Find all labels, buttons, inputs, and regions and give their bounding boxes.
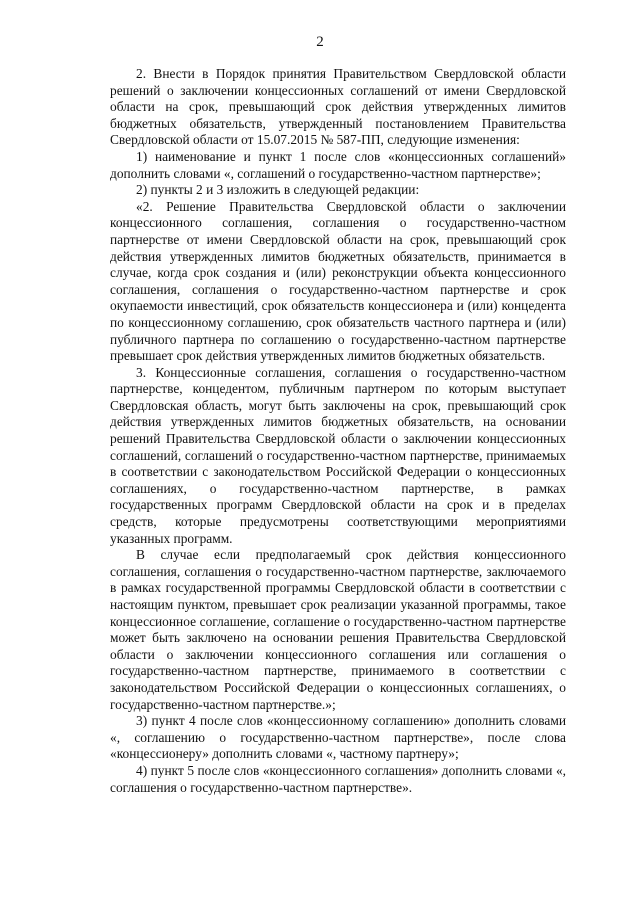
paragraph-item-2: 2) пункты 2 и 3 изложить в следующей редакции: <box>136 182 420 198</box>
paragraph-item-3: 3) пункт 4 после слов «концессионному соглашению» дополнить словами «, соглашению о государственно-частном партнерстве», после слова «концессионеру» дополнить словами «, частному партнеру»; <box>110 713 566 762</box>
paragraph-amendment-intro: 2. Внести в Порядок принятия Правительством Свердловской области решений о заключении концессионных соглашений от имени Свердловской области на срок, превышающий срок действия утвержденных лимитов бюджетных обязательств, утвержденный постановлением Правительства Свердловской области от 15.07.2015 № 587-ПП, следующие изменения: <box>110 66 566 148</box>
paragraph-item-1: 1) наименование и пункт 1 после слов «концессионных соглашений» дополнить словами «, соглашений о государственно-частном партнерстве»; <box>110 148 566 181</box>
body-text <box>110 66 566 796</box>
paragraph-clause-2: «2. Решение Правительства Свердловской области о заключении концессионного соглашения, соглашения о государственно-частном партнерстве от имени Свердловской области на срок, превышающий срок действия утвержденных лимитов бюджетных обязательств, принимается в случае, когда срок создания и (или) реконструкции объекта концессионного соглашения, соглашения о государственно-частном партнерстве и срок окупаемости инвестиций, срок обязательств концессионера и (или) концедента по концессионному соглашению, срок обязательств частного партнера и (или) публичного партнера по соглашению о государственно-частном партнерстве превышает срок действия утвержденных лимитов бюджетных обязательств. <box>110 198 566 364</box>
page-number: 2 <box>316 34 324 50</box>
paragraph-item-4: 4) пункт 5 после слов «концессионного соглашения» дополнить словами «, соглашения о государственно-частном партнерстве». <box>110 762 566 795</box>
paragraph-clause-3: 3. Концессионные соглашения, соглашения о государственно-частном партнерстве, концедентом, публичным партнером по которым выступает Свердловская область, могут быть заключены на срок, превышающий срок действия утвержденных лимитов бюджетных обязательств, на основании решений Правительства Свердловской области о заключении концессионных соглашений, соглашений о государственно-частном партнерстве, принимаемых в соответствии с законодательством Российской Федерации о концессионных соглашениях, о государственно-частном партнерстве, в рамках государственных программ Свердловской области на срок и в пределах средств, которые предусмотрены соответствующими мероприятиями указанных программ. <box>110 364 566 546</box>
paragraph-clause-3-continuation: В случае если предполагаемый срок действия концессионного соглашения, соглашения о государственно-частном партнерстве, заключаемого в рамках государственной программы Свердловской области в соответствии с настоящим пунктом, превышает срок реализации указанной программы, такое концессионное соглашение, соглашение о государственно-частном партнерстве может быть заключено на основании решения Правительства Свердловской области о заключении концессионного соглашения или соглашения о государственно-частном партнерстве, принимаемого в соответствии с законодательством Российской Федерации о концессионных соглашениях, о государственно-частном партнерстве.»; <box>110 547 566 712</box>
